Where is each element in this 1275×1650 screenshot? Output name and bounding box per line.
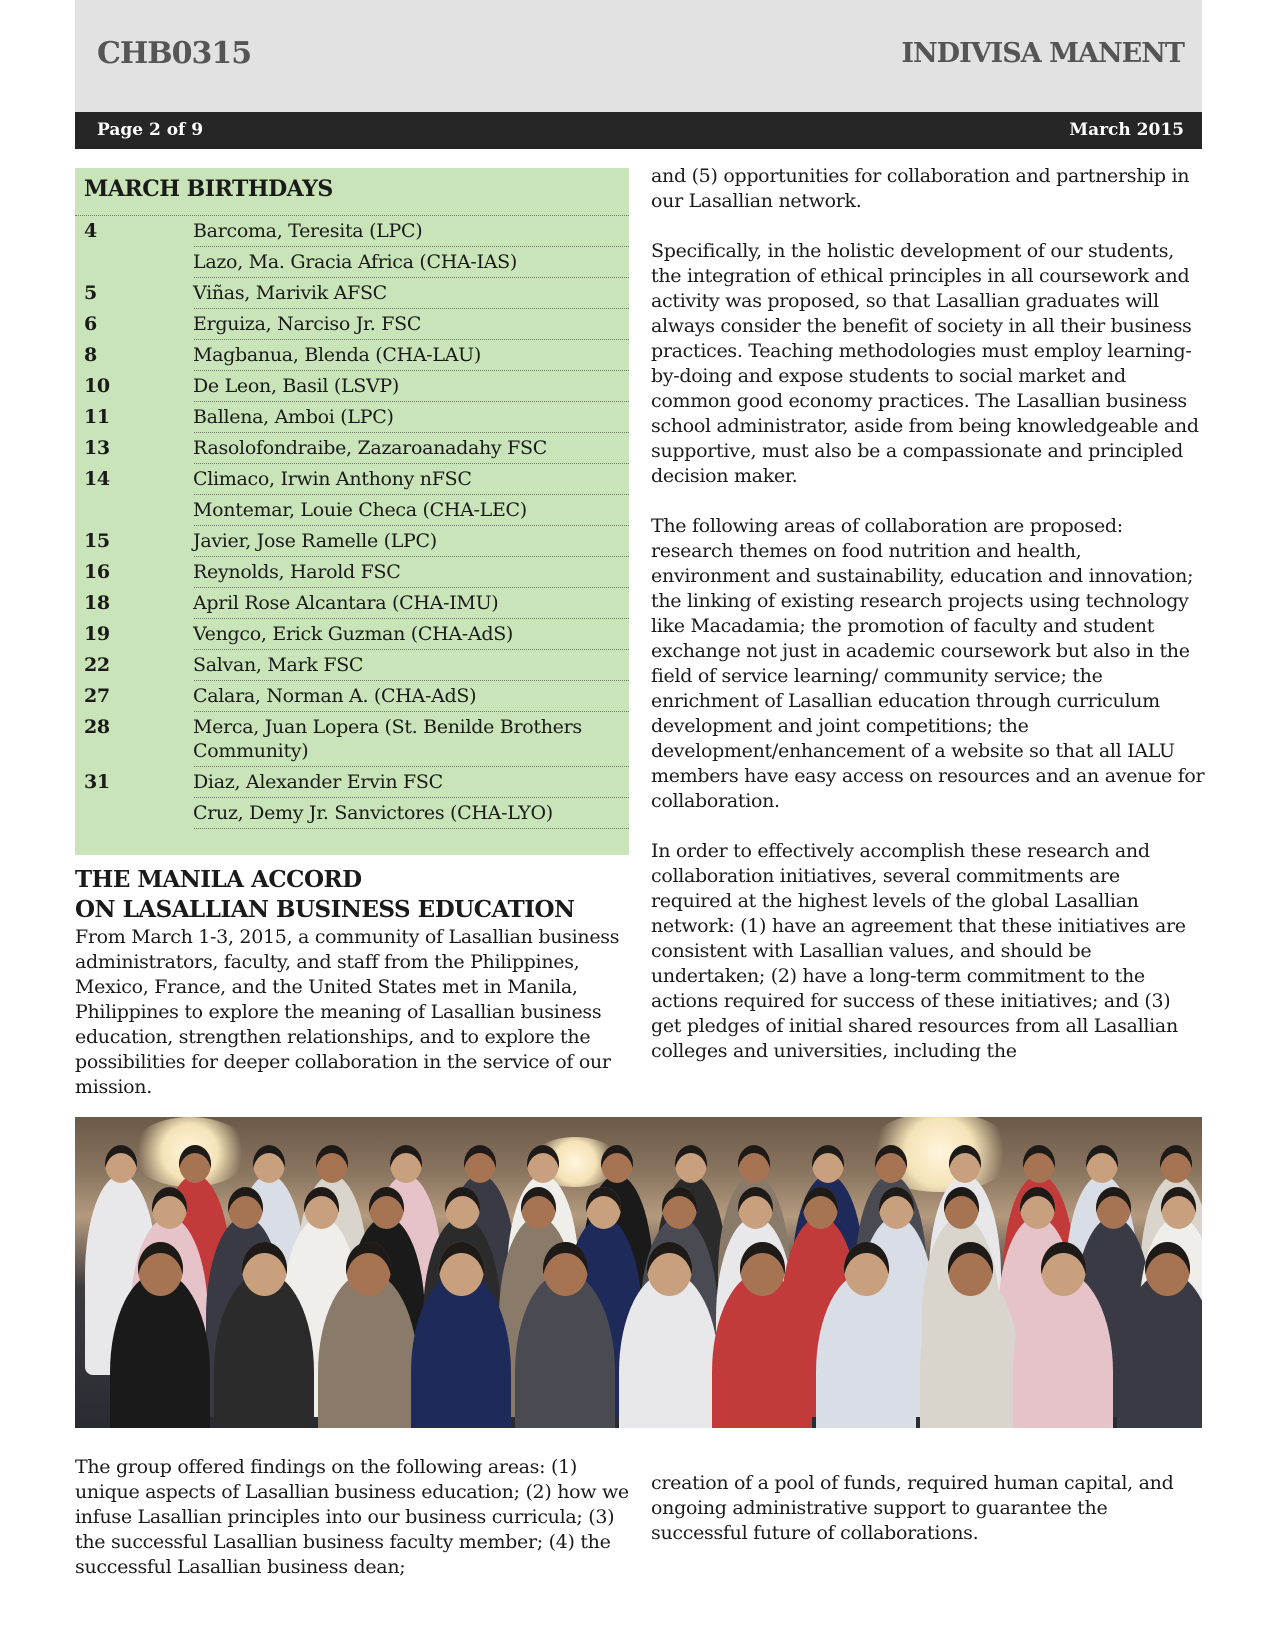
newsletter-motto: INDIVISA MANENT	[901, 38, 1184, 69]
birthday-name: Calara, Norman A. (CHA-AdS)	[193, 685, 477, 707]
birthday-name: Cruz, Demy Jr. Sanvictores (CHA-LYO)	[193, 802, 553, 824]
person-head	[662, 1187, 697, 1229]
birthday-row	[75, 247, 629, 278]
person-head	[253, 1145, 285, 1183]
article-title-line2: ON LASALLIAN BUSINESS EDUCATION	[75, 896, 575, 923]
person-head	[740, 1242, 785, 1296]
birthday-name: Ballena, Amboi (LPC)	[193, 406, 394, 428]
birthday-row	[75, 712, 629, 767]
article-conclusion: creation of a pool of funds, required human capital, and ongoing administrative support to guarantee the successful future of collaborations.	[651, 1472, 1174, 1544]
birthday-name: De Leon, Basil (LSVP)	[193, 375, 400, 397]
birthday-row	[75, 216, 629, 247]
person-head	[738, 1187, 773, 1229]
issue-date: March 2015	[1069, 120, 1184, 140]
article-bottom-right	[651, 1471, 1206, 1546]
birthday-row	[75, 798, 629, 829]
birthday-day: 6	[75, 309, 193, 340]
person-head	[1086, 1145, 1118, 1183]
birthday-row	[75, 557, 629, 588]
person-head	[152, 1187, 187, 1229]
person-head	[879, 1187, 914, 1229]
birthday-day: 16	[75, 557, 193, 588]
person-head	[543, 1242, 588, 1296]
person-head	[601, 1145, 633, 1183]
person-head	[949, 1145, 981, 1183]
person-head	[316, 1145, 348, 1183]
person-head	[875, 1145, 907, 1183]
article-paragraph-1: and (5) opportunities for collaboration and partnership in our Lasallian network.	[651, 165, 1190, 212]
person-head	[445, 1187, 480, 1229]
person-head	[304, 1187, 339, 1229]
birthdays-list	[75, 216, 629, 829]
birthday-day	[75, 247, 193, 278]
birthday-row	[75, 433, 629, 464]
person-head	[138, 1242, 183, 1296]
birthday-day: 8	[75, 340, 193, 371]
article-right-column	[651, 164, 1206, 1089]
birthday-day: 27	[75, 681, 193, 712]
article-paragraph-3: The following areas of collaboration are proposed: research themes on food nutrition and health, environment and sustainability, education and innovation; the linking of existing research projects using technology like Macadamia; the promotion of faculty and student exchange not just in academic coursework but also in the field of service learning/ community service; the enrichment of Lasallian education through curriculum development and joint competitions; the development/enhancement of a website so that all IALU members have easy access on resources and an avenue for collaboration.	[651, 515, 1205, 812]
person-head	[1161, 1187, 1196, 1229]
birthday-day: 18	[75, 588, 193, 619]
birthday-row	[75, 371, 629, 402]
person-head	[1160, 1145, 1192, 1183]
birthday-name: Magbanua, Blenda (CHA-LAU)	[193, 344, 481, 366]
article-findings: The group offered findings on the following areas: (1) unique aspects of Lasallian business education; (2) how we infuse Lasallian principles into our business curricula; (3) the successful Lasallian business faculty member; (4) the successful Lasallian business dean;	[75, 1456, 629, 1578]
birthday-name: Lazo, Ma. Gracia Africa (CHA-IAS)	[193, 251, 518, 273]
birthday-name: Barcoma, Teresita (LPC)	[193, 220, 423, 242]
birthday-day: 14	[75, 464, 193, 495]
person-head	[948, 1242, 993, 1296]
person-head	[944, 1187, 979, 1229]
birthday-row	[75, 588, 629, 619]
birthday-day	[75, 798, 193, 829]
person-head	[803, 1187, 838, 1229]
person-head	[179, 1145, 211, 1183]
birthday-name: Vengco, Erick Guzman (CHA-AdS)	[193, 623, 514, 645]
birthday-day: 11	[75, 402, 193, 433]
person-head	[844, 1242, 889, 1296]
birthday-day: 10	[75, 371, 193, 402]
birthday-name: Montemar, Louie Checa (CHA-LEC)	[193, 499, 527, 521]
birthday-day: 13	[75, 433, 193, 464]
masthead	[75, 0, 1202, 112]
info-bar	[75, 112, 1202, 149]
birthday-name: April Rose Alcantara (CHA-IMU)	[193, 592, 499, 614]
birthday-day: 31	[75, 767, 193, 798]
person-head	[1020, 1187, 1055, 1229]
person-head	[527, 1145, 559, 1183]
person-head	[105, 1145, 137, 1183]
person-head	[464, 1145, 496, 1183]
birthday-name: Salvan, Mark FSC	[193, 654, 364, 676]
person-head	[369, 1187, 404, 1229]
birthday-row	[75, 495, 629, 526]
birthday-day: 15	[75, 526, 193, 557]
birthday-name: Erguiza, Narciso Jr. FSC	[193, 313, 422, 335]
birthday-row	[75, 650, 629, 681]
person-head	[586, 1187, 621, 1229]
birthday-name: Merca, Juan Lopera (St. Benilde Brothers Community)	[193, 716, 582, 762]
birthday-row	[75, 309, 629, 340]
person-head	[521, 1187, 556, 1229]
article-paragraph-2: Specifically, in the holistic development of our students, the integration of ethical principles in all coursework and activity was proposed, so that Lasallian graduates will always consider the benefit of society in all their business practices. Teaching methodologies must employ learning-by-doing and expose students to social market and common good economy practices. The Lasallian business school administrator, aside from being knowledgeable and supportive, must also be a compassionate and principled decision maker.	[651, 240, 1199, 487]
person-head	[647, 1242, 692, 1296]
person-head	[1145, 1242, 1190, 1296]
person-head	[738, 1145, 770, 1183]
article-left-column	[75, 865, 635, 1100]
person-head	[1096, 1187, 1131, 1229]
birthday-day: 5	[75, 278, 193, 309]
newsletter-code: CHB0315	[97, 36, 252, 71]
birthday-day: 19	[75, 619, 193, 650]
article-title-line1: THE MANILA ACCORD	[75, 866, 362, 893]
person-head	[228, 1187, 263, 1229]
person-head	[1041, 1242, 1086, 1296]
birthday-row	[75, 526, 629, 557]
birthday-row	[75, 681, 629, 712]
birthday-row	[75, 464, 629, 495]
birthday-name: Diaz, Alexander Ervin FSC	[193, 771, 443, 793]
birthday-row	[75, 340, 629, 371]
birthday-day: 28	[75, 712, 193, 767]
birthday-name: Reynolds, Harold FSC	[193, 561, 401, 583]
birthday-row	[75, 402, 629, 433]
birthday-day	[75, 495, 193, 526]
person-head	[242, 1242, 287, 1296]
group-photo	[75, 1117, 1202, 1428]
person-head	[675, 1145, 707, 1183]
birthday-name: Rasolofondraibe, Zazaroanadahy FSC	[193, 437, 547, 459]
birthdays-title: MARCH BIRTHDAYS	[75, 168, 629, 216]
article-paragraph-4: In order to effectively accomplish these research and collaboration initiatives, several commitments are required at the highest levels of the global Lasallian network: (1) have an agreement that these initiatives are consistent with Lasallian values, and should be undertaken; (2) have a long-term commitment to the actions required for success of these initiatives; and (3) get pledges of initial shared resources from all Lasallian colleges and universities, including the	[651, 840, 1186, 1062]
person-head	[439, 1242, 484, 1296]
person-head	[1023, 1145, 1055, 1183]
birthday-day: 4	[75, 216, 193, 247]
birthday-row	[75, 767, 629, 798]
article-bottom-left	[75, 1455, 635, 1580]
person-head	[812, 1145, 844, 1183]
birthday-row	[75, 619, 629, 650]
birthday-name: Climaco, Irwin Anthony nFSC	[193, 468, 472, 490]
page-number: Page 2 of 9	[97, 120, 204, 140]
birthday-name: Javier, Jose Ramelle (LPC)	[193, 530, 437, 552]
article-intro: From March 1-3, 2015, a community of Lasallian business administrators, faculty, and staff from the Philippines, Mexico, France, and the United States met in Manila, Philippines to explore the meaning of Lasallian business education, strengthen relationships, and to explore the possibilities for deeper collaboration in the service of our mission.	[75, 926, 620, 1098]
birthday-name: Viñas, Marivik AFSC	[193, 282, 387, 304]
person-head	[346, 1242, 391, 1296]
birthdays-box	[75, 168, 629, 855]
birthday-day: 22	[75, 650, 193, 681]
person-head	[390, 1145, 422, 1183]
birthday-row	[75, 278, 629, 309]
